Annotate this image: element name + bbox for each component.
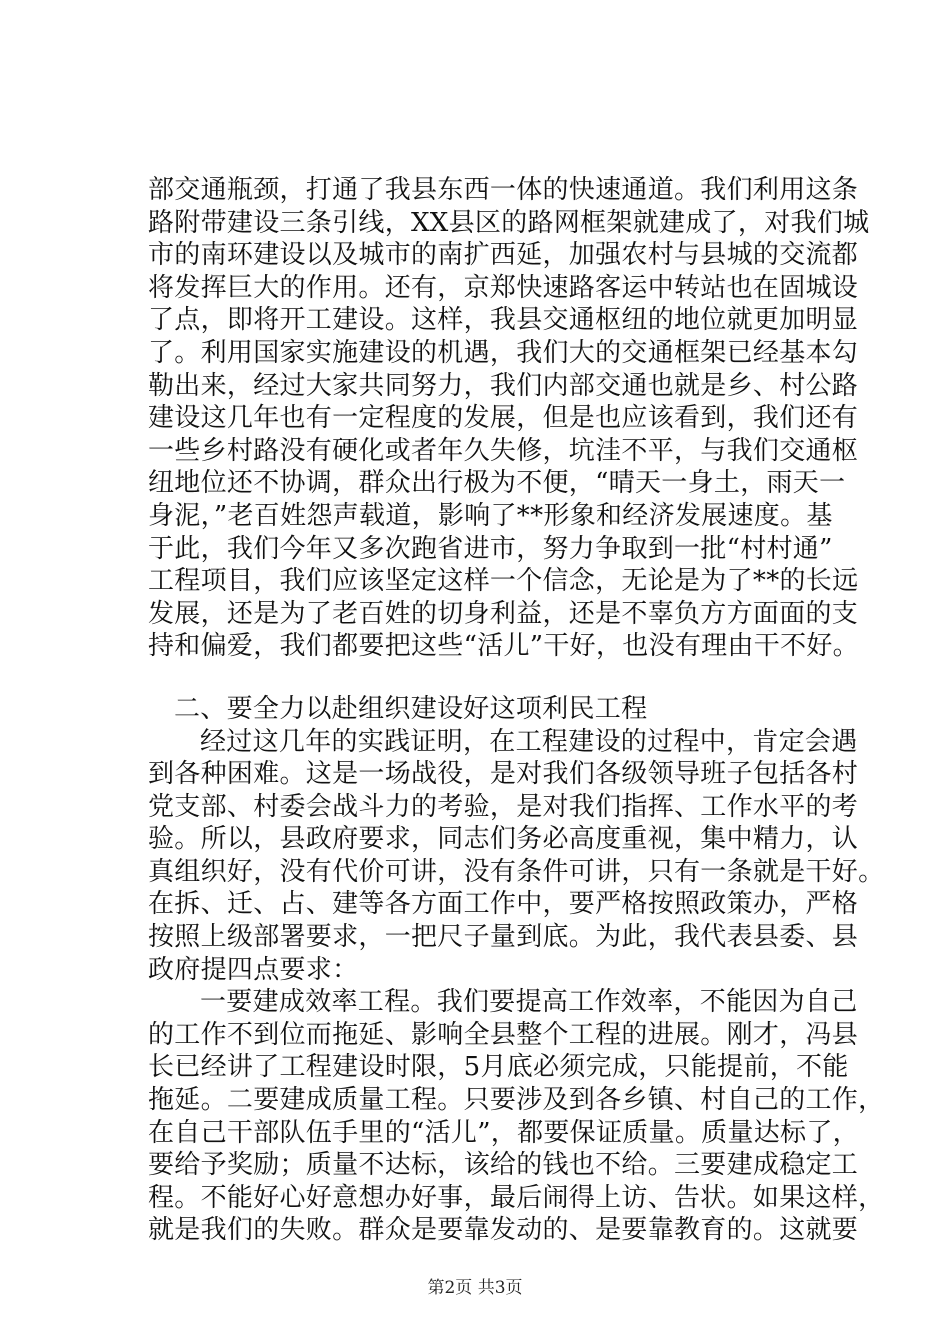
document-body (148, 174, 885, 1247)
text-line: 一要建成效率工程。我们要提高工作效率，不能因为自己 (200, 987, 858, 1018)
text-line: 到各种困难。这是一场战役，是对我们各级领导班子包括各村 (148, 759, 859, 790)
text-line: 了点，即将开工建设。这样，我县交通枢纽的地位就更加明显 (148, 305, 859, 336)
text-line: 勒出来，经过大家共同努力，我们内部交通也就是乡、村公路 (148, 370, 859, 401)
paragraph-2 (148, 726, 885, 987)
text-line: 了。利用国家实施建设的机遇，我们大的交通框架已经基本勾 (148, 337, 859, 368)
text-line: 于此，我们今年又多次跑省进市，努力争取到一批“村村通” (148, 533, 833, 564)
text-line: 按照上级部署要求，一把尺子量到底。为此，我代表县委、县 (148, 922, 859, 953)
text-line: 政府提四点要求： (148, 954, 359, 985)
text-line: 持和偏爱，我们都要把这些“活儿”干好，也没有理由干不好。 (148, 631, 859, 662)
text-line: 真组织好，没有代价可讲，没有条件可讲，只有一条就是干好。 (148, 856, 885, 887)
text-line: 建设这几年也有一定程度的发展，但是也应该看到，我们还有 (148, 403, 859, 434)
text-line: 工程项目，我们应该坚定这样一个信念，无论是为了**的长远 (148, 566, 859, 597)
text-line: 长已经讲了工程建设时限，5月底必须完成，只能提前，不能 (148, 1052, 849, 1083)
text-line: 验。所以，县政府要求，同志们务必高度重视，集中精力，认 (148, 824, 859, 855)
paragraph-3 (148, 986, 885, 1247)
text-line: 拖延。二要建成质量工程。只要涉及到各乡镇、村自己的工作， (148, 1085, 885, 1116)
text-line: 市的南环建设以及城市的南扩西延，加强农村与县城的交流都 (148, 240, 859, 271)
text-line: 在拆、迁、占、建等各方面工作中，要严格按照政策办，严格 (148, 889, 859, 920)
text-line: 在自己干部队伍手里的“活儿”，都要保证质量。质量达标了， (148, 1117, 859, 1148)
text-line: 纽地位还不协调，群众出行极为不便，“晴天一身土，雨天一 (148, 468, 846, 499)
text-line: 发展，还是为了老百姓的切身利益，还是不辜负方方面面的支 (148, 598, 859, 629)
text-line: 的工作不到位而拖延、影响全县整个工程的进展。刚才，冯县 (148, 1019, 859, 1050)
page-footer: 第2页 共3页 (427, 1278, 523, 1298)
text-line: 一些乡村路没有硬化或者年久失修，坑洼不平，与我们交通枢 (148, 435, 859, 466)
paragraph-1 (148, 174, 870, 663)
text-line: 经过这几年的实践证明，在工程建设的过程中，肯定会遇 (200, 726, 858, 757)
text-line: 就是我们的失败。群众是要靠发动的、是要靠教育的。这就要 (148, 1215, 859, 1246)
text-line: 路附带建设三条引线，XX县区的路网框架就建成了，对我们城 (148, 207, 870, 238)
text-line: 身泥，”老百姓怨声载道，影响了**形象和经济发展速度。基 (148, 500, 833, 531)
text-line: 程。不能好心好意想办好事，最后闹得上访、告状。如果这样， (148, 1182, 885, 1213)
paragraph-gap (148, 663, 838, 693)
section-heading: 二、要全力以赴组织建设好这项利民工程 (174, 693, 648, 724)
text-line: 党支部、村委会战斗力的考验，是对我们指挥、工作水平的考 (148, 791, 859, 822)
text-line: 要给予奖励；质量不达标，该给的钱也不给。三要建成稳定工 (148, 1150, 859, 1181)
text-line: 部交通瓶颈，打通了我县东西一体的快速通道。我们利用这条 (148, 175, 859, 205)
text-line: 将发挥巨大的作用。还有，京郑快速路客运中转站也在固城设 (148, 272, 859, 303)
